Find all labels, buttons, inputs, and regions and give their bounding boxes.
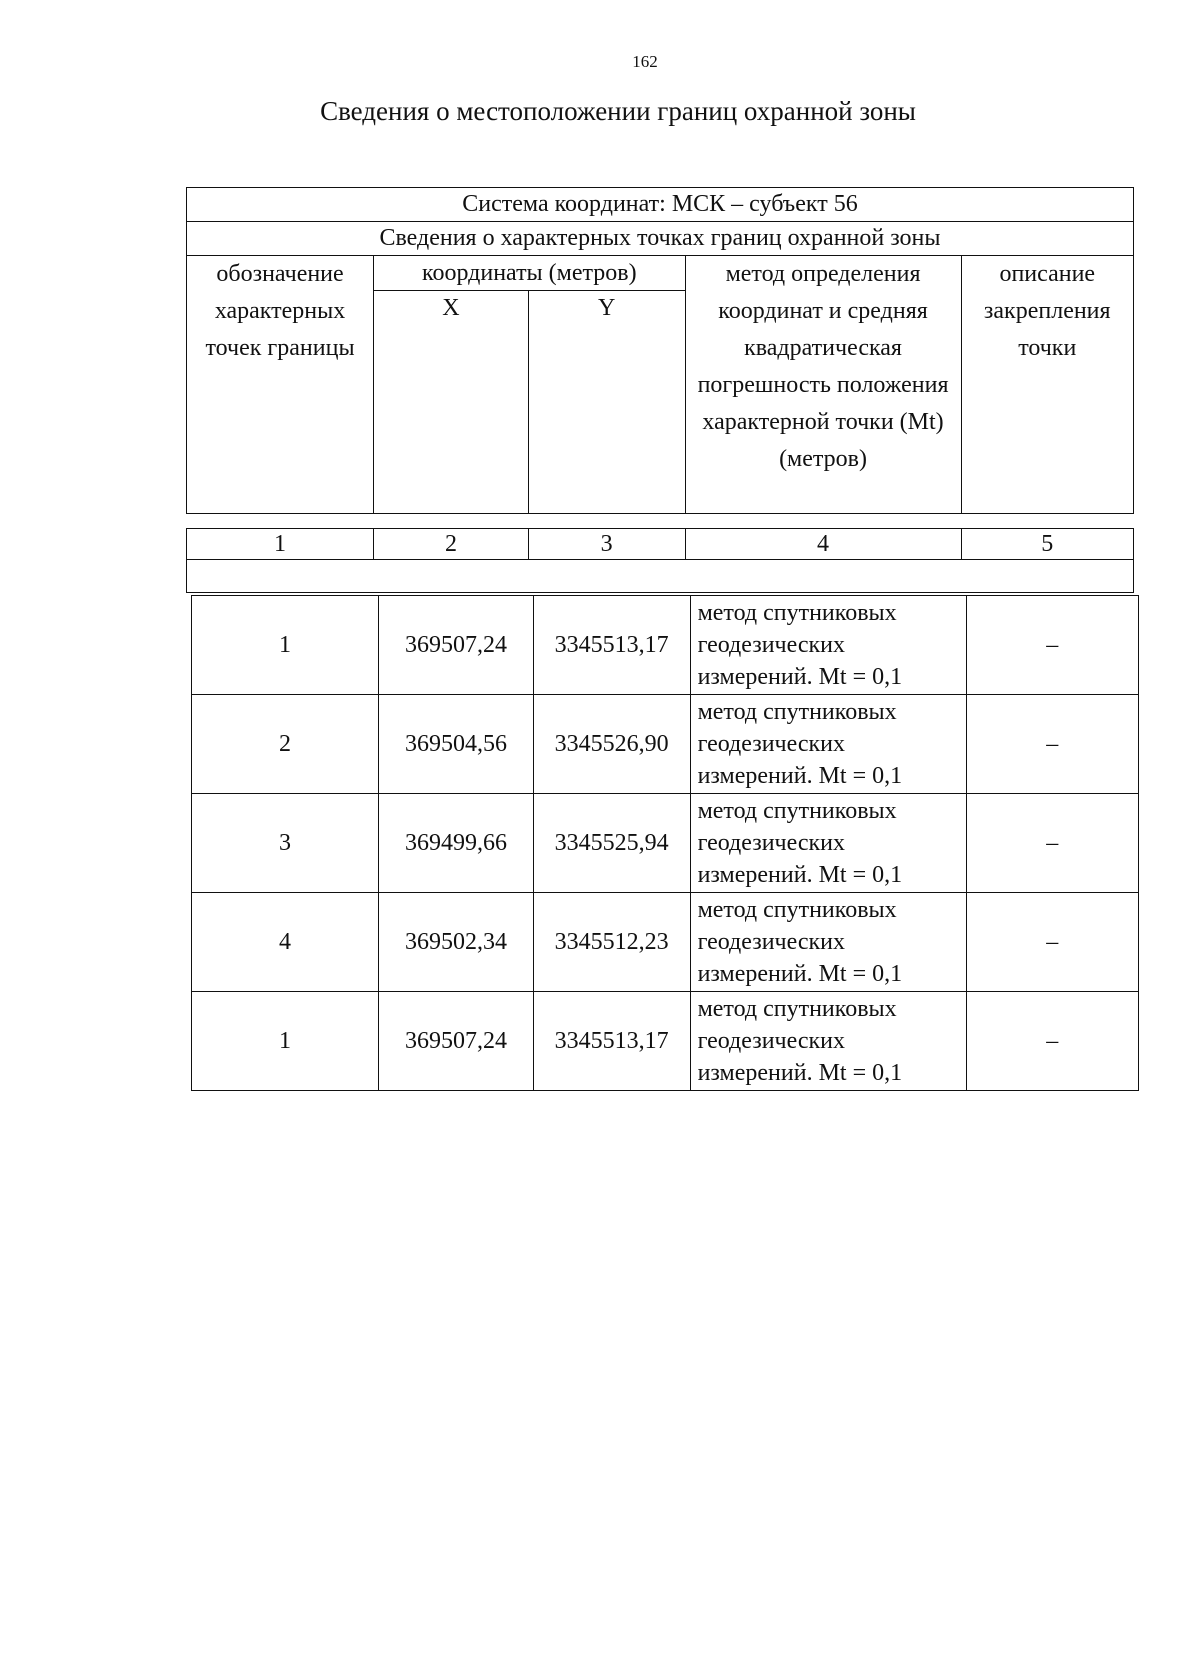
description-cell: –: [966, 893, 1139, 992]
x-cell: 369504,56: [379, 695, 534, 794]
coord-system-cell: Система координат: МСК – субъект 56: [187, 188, 1134, 222]
header-point-label: обозначение характерных точек границы: [187, 256, 374, 514]
header-method: метод определения координат и средняя квадратическая погрешность положения характерной точки (Mt) (метров): [685, 256, 961, 514]
description-cell: –: [966, 596, 1139, 695]
method-cell: метод спутниковых геодезических измерений. Mt = 0,1: [690, 794, 966, 893]
method-cell: метод спутниковых геодезических измерений. Mt = 0,1: [690, 596, 966, 695]
table-row: [192, 596, 1139, 695]
table-row: [192, 794, 1139, 893]
method-cell: метод спутниковых геодезических измерений. Mt = 0,1: [690, 695, 966, 794]
x-cell: 369499,66: [379, 794, 534, 893]
page-number: 162: [632, 52, 658, 71]
header-x: X: [374, 291, 529, 514]
page-title: Сведения о местоположении границ охранной зоны: [320, 96, 916, 126]
points-table: [191, 595, 1139, 1091]
x-cell: 369507,24: [379, 992, 534, 1091]
point-cell: 2: [192, 695, 379, 794]
point-cell: 1: [192, 596, 379, 695]
table-row: [192, 695, 1139, 794]
y-cell: 3345525,94: [533, 794, 690, 893]
column-number: 1: [187, 529, 374, 560]
header-y: Y: [528, 291, 685, 514]
table-row: [192, 992, 1139, 1091]
y-cell: 3345526,90: [533, 695, 690, 794]
point-cell: 4: [192, 893, 379, 992]
method-cell: метод спутниковых геодезических измерений. Mt = 0,1: [690, 893, 966, 992]
point-cell: 3: [192, 794, 379, 893]
point-cell: 1: [192, 992, 379, 1091]
header-table: [186, 187, 1134, 514]
column-number: 5: [961, 529, 1134, 560]
x-cell: 369507,24: [379, 596, 534, 695]
x-cell: 369502,34: [379, 893, 534, 992]
description-cell: –: [966, 992, 1139, 1091]
header-coords: координаты (метров): [374, 256, 685, 291]
empty-row: [187, 560, 1134, 593]
y-cell: 3345513,17: [533, 596, 690, 695]
table-subtitle-cell: Сведения о характерных точках границ охранной зоны: [187, 222, 1134, 256]
table-row: [192, 893, 1139, 992]
method-cell: метод спутниковых геодезических измерений. Mt = 0,1: [690, 992, 966, 1091]
y-cell: 3345513,17: [533, 992, 690, 1091]
column-number: 2: [374, 529, 529, 560]
description-cell: –: [966, 695, 1139, 794]
header-description: описание закрепления точки: [961, 256, 1134, 514]
description-cell: –: [966, 794, 1139, 893]
y-cell: 3345512,23: [533, 893, 690, 992]
column-number-table: [186, 528, 1134, 593]
column-number: 4: [685, 529, 961, 560]
column-number: 3: [528, 529, 685, 560]
